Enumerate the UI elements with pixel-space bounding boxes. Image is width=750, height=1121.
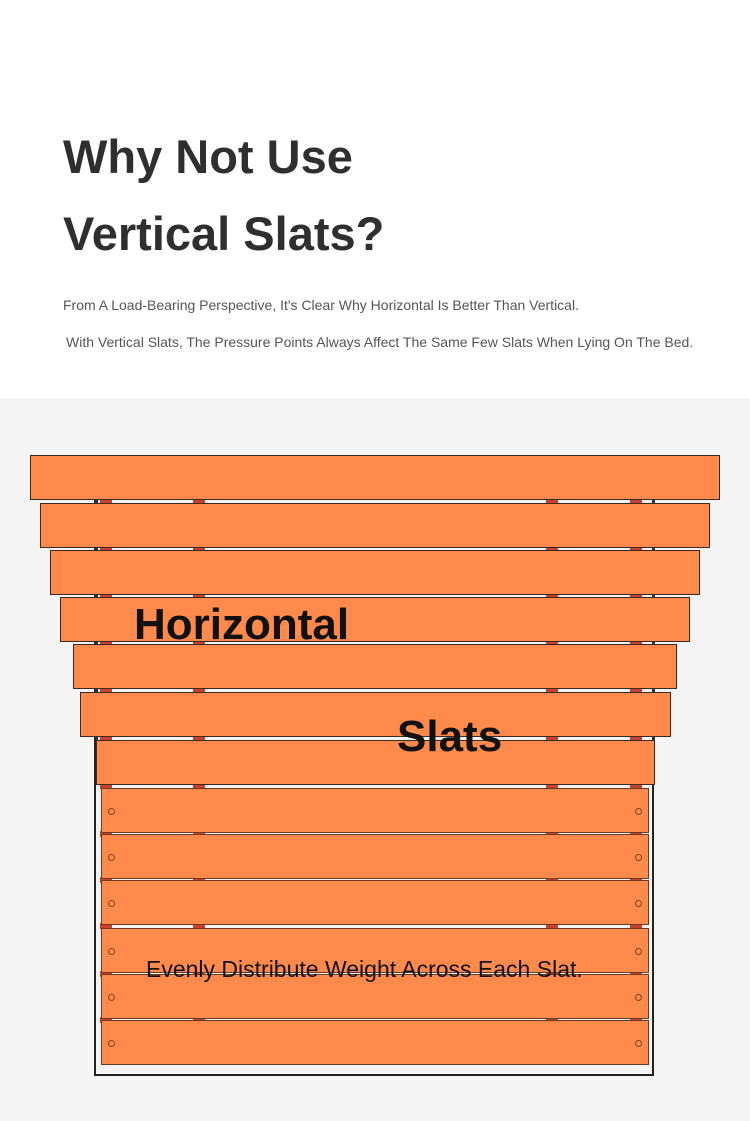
bed-slat <box>30 455 720 500</box>
bed-slat <box>101 1020 649 1065</box>
bed-slat <box>40 503 710 548</box>
description-line-1: From A Load-Bearing Perspective, It's Clear Why Horizontal Is Better Than Vertical. <box>63 297 579 313</box>
caption-weight-distribution: Evenly Distribute Weight Across Each Slat. <box>146 956 583 982</box>
bed-slat <box>96 740 655 785</box>
screw-hole-icon <box>108 900 115 907</box>
screw-hole-icon <box>108 948 115 955</box>
bed-slat <box>50 550 700 595</box>
screw-hole-icon <box>108 808 115 815</box>
bed-slat <box>101 788 649 833</box>
label-horizontal: Horizontal <box>134 600 350 649</box>
title-line-2: Vertical Slats? <box>63 207 385 260</box>
screw-hole-icon <box>635 854 642 861</box>
screw-hole-icon <box>108 854 115 861</box>
screw-hole-icon <box>635 948 642 955</box>
screw-hole-icon <box>635 1040 642 1047</box>
screw-hole-icon <box>635 900 642 907</box>
title-line-1: Why Not Use <box>63 130 353 183</box>
screw-hole-icon <box>108 1040 115 1047</box>
screw-hole-icon <box>635 808 642 815</box>
screw-hole-icon <box>108 994 115 1001</box>
label-slats: Slats <box>397 712 503 761</box>
bed-slat <box>101 880 649 925</box>
bed-slat <box>101 834 649 879</box>
bed-slat <box>73 644 677 689</box>
description-line-2: With Vertical Slats, The Pressure Points Always Affect The Same Few Slats When Lying On The Bed. <box>66 334 694 350</box>
bed-slat <box>80 692 671 737</box>
screw-hole-icon <box>635 994 642 1001</box>
header-section <box>0 0 750 398</box>
page-title <box>63 118 384 272</box>
